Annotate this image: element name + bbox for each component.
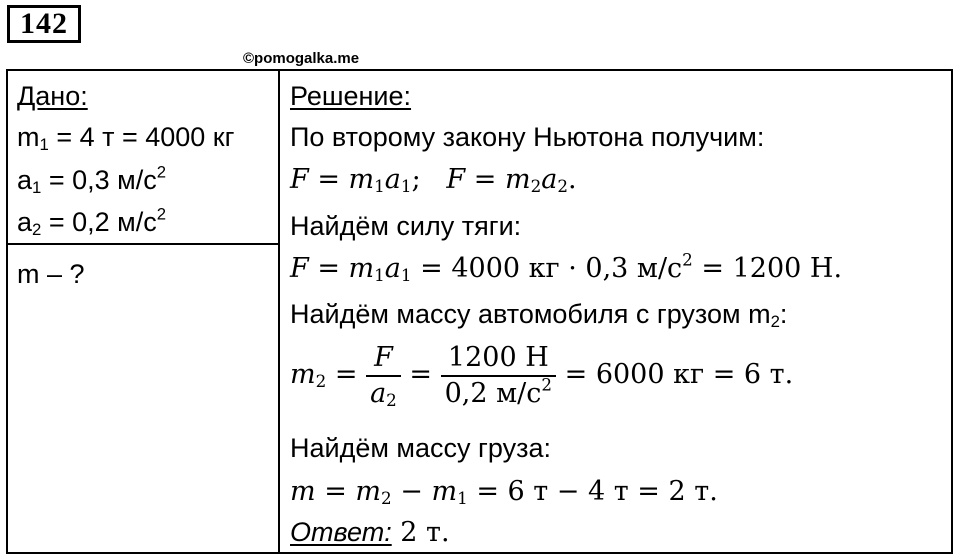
fraction-1200-over-a2: $\frac{1200 Н}{0,2 м/с^2}$ [441, 341, 556, 411]
formula-newton-second-law: $F = m_1a_1$; $F = m_2a_2$. [290, 164, 577, 197]
answer-label: Ответ: [290, 517, 392, 547]
fraction-f-over-a2: $\frac{F}{a_2}$ [366, 341, 401, 411]
given-header: Дано: [17, 81, 88, 111]
given-a1: $a_1 = 0,3$ $м/с^2$ [17, 162, 167, 198]
formula-car-mass: $m_2$ = $\frac{F}{a_2}$ = $\frac{1200 Н}{0,2 м/с^2}$ = 6000 кг = 6 т. [290, 341, 794, 410]
solution-header: Решение: [290, 81, 412, 111]
answer-line [290, 516, 450, 549]
watermark: ©pomogalka.me [243, 50, 360, 67]
unknown-quantity: m – ? [17, 259, 85, 289]
given-m1: $m_1 = 4$ т = 4000 кг [17, 122, 235, 155]
solution-line-find-cargo-mass: Найдём массу груза: [290, 433, 551, 463]
solution-line-newton: По второму закону Ньютона получим: [290, 122, 765, 152]
solution-line-find-force: Найдём силу тяги: [290, 211, 522, 241]
formula-force-value: $F = m_1a_1 = 4000$ кг · 0,3 $м/с^2 = 1200$ Н. [290, 249, 843, 286]
solution-line-find-car-mass: Найдём массу автомобиля с грузом $m_2$: [290, 299, 788, 332]
given-a2: $a_2 = 0,2$ $м/с^2$ [17, 204, 167, 240]
table-column-divider [278, 69, 280, 554]
problem-number: 142 [7, 5, 81, 43]
given-unknown-divider [6, 243, 280, 245]
answer-value: 2 т. [391, 517, 450, 548]
formula-cargo-mass: $m = m_2 - m_1 = 6$ т − 4 т = 2 т. [290, 476, 718, 509]
